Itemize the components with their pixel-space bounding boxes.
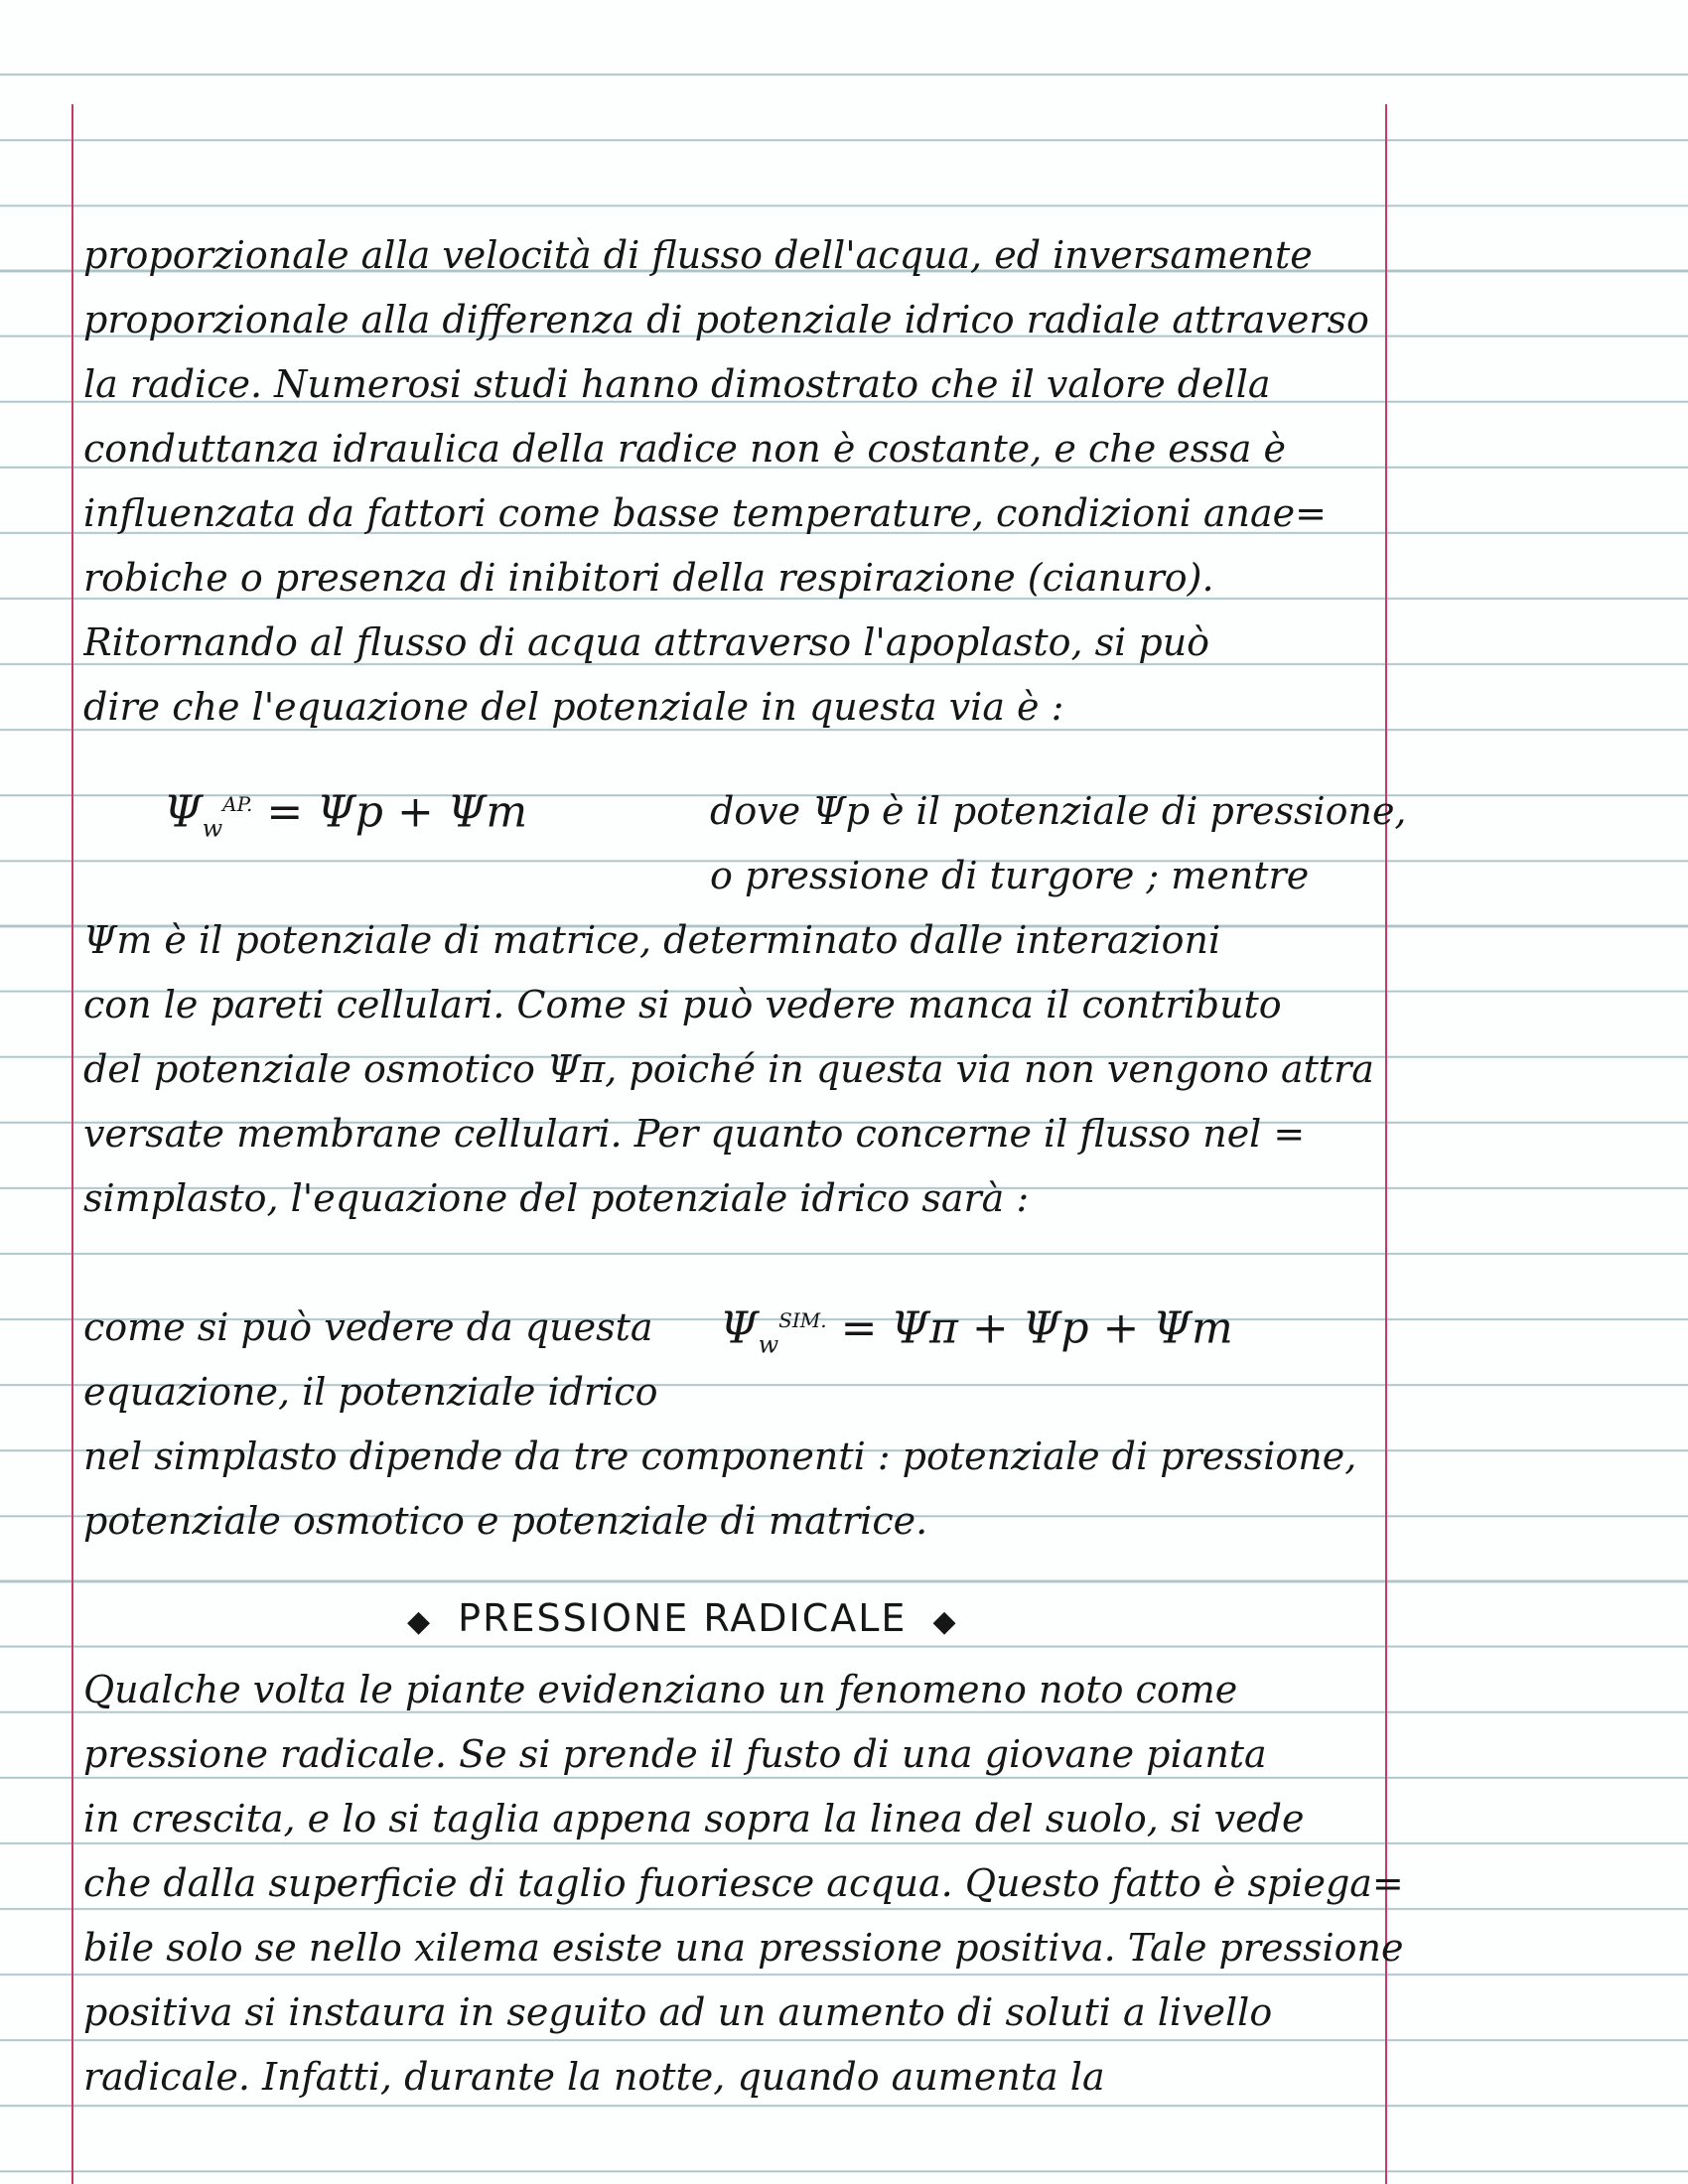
equation-rhs: = Ψp + Ψm [266,786,528,838]
text-line: radicale. Infatti, durante la notte, quando aumenta la [83,2055,1105,2099]
section-heading [407,1593,1003,1647]
text-line: robiche o presenza di inibitori della respirazione (cianuro). [83,556,1214,600]
superscript-ap: AP. [222,792,253,816]
symplast-equation [720,1293,1233,1372]
text-line: simplasto, l'equazione del potenziale idrico sarà : [83,1176,1030,1220]
text-line: la radice. Numerosi studi hanno dimostrato che il valore della [83,362,1271,406]
diamond-bullet-icon: ◆ [932,1604,958,1639]
text-line: potenziale osmotico e potenziale di matrice. [83,1499,928,1543]
text-line: in crescita, e lo si taglia appena sopra la linea del suolo, si vede [83,1797,1305,1841]
superscript-sim: SIM. [778,1308,827,1332]
text-line: Ritornando al flusso di acqua attraverso l'apoplasto, si può [83,620,1210,664]
equation-rhs: = Ψπ + Ψp + Ψm [840,1302,1233,1354]
equation-note-continued: o pressione di turgore ; mentre [710,854,1310,897]
text-line: che dalla superficie di taglio fuoriesce acqua. Questo fatto è spiega= [83,1861,1404,1905]
left-margin-line [71,104,73,2184]
apoplast-equation [164,776,527,856]
text-line: proporzionale alla velocità di flusso dell'acqua, ed inversamente [83,233,1313,277]
text-line: versate membrane cellulari. Per quanto concerne il flusso nel = [83,1112,1306,1156]
text-line: positiva si instaura in seguito ad un aumento di soluti a livello [83,1990,1273,2034]
equation-note: dove Ψp è il potenziale di pressione, [710,789,1407,833]
text-line: Ψm è il potenziale di matrice, determinato dalle interazioni [83,918,1221,962]
subscript-w: w [202,814,223,843]
text-line: conduttanza idraulica della radice non è costante, e che essa è [83,427,1287,471]
text-line: pressione radicale. Se si prende il fusto di una giovane pianta [83,1732,1267,1776]
psi-symbol: Ψ [164,786,203,838]
text-line: del potenziale osmotico Ψπ, poiché in questa via non vengono attra [83,1047,1374,1091]
psi-symbol: Ψ [720,1302,759,1354]
equation-lead-text: come si può vedere da questa [83,1305,653,1349]
text-line: Qualche volta le piante evidenziano un fenomeno noto come [83,1668,1238,1711]
text-line: bile solo se nello xilema esiste una pressione positiva. Tale pressione [83,1926,1404,1970]
heading-text: PRESSIONE RADICALE [458,1596,908,1640]
text-line: nel simplasto dipende da tre componenti : potenziale di pressione, [83,1434,1357,1478]
text-line: con le pareti cellulari. Come si può vedere manca il contributo [83,983,1282,1026]
diamond-bullet-icon: ◆ [407,1604,433,1639]
text-line: proporzionale alla differenza di potenziale idrico radiale attraverso [83,298,1369,341]
text-line: dire che l'equazione del potenziale in questa via è : [83,685,1064,729]
text-line: influenzata da fattori come basse temperature, condizioni anae= [83,491,1327,535]
text-line: equazione, il potenziale idrico [83,1370,658,1414]
subscript-w: w [758,1330,779,1359]
